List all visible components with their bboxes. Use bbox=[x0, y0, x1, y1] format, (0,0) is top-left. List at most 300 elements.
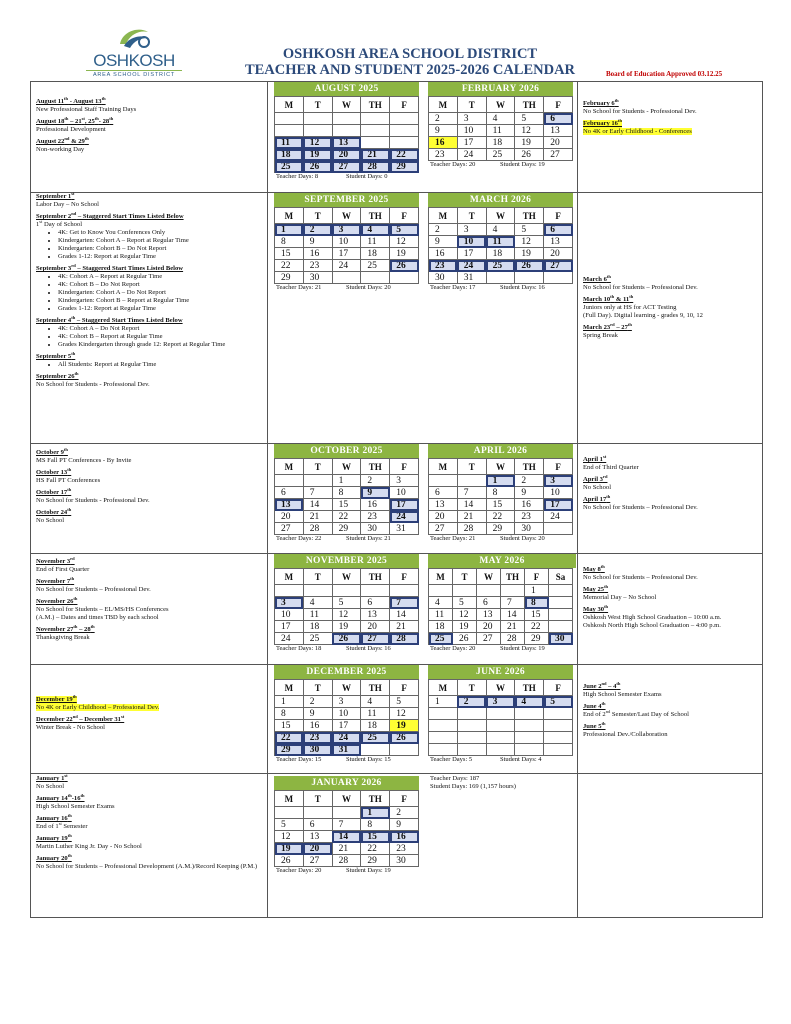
month-day-counts bbox=[274, 173, 419, 181]
day-cell bbox=[501, 585, 525, 597]
month-table bbox=[428, 96, 573, 161]
day-cell: 5 bbox=[544, 696, 573, 708]
day-cell: 24 bbox=[332, 732, 361, 744]
day-cell: 12 bbox=[275, 831, 304, 843]
student-days: Student Days: 21 bbox=[346, 535, 391, 542]
day-cell: 2 bbox=[390, 807, 419, 819]
note-sep-2: September 2nd – Staggered Start Times Listed Below 1st Day of School • 4K: Get to Know You Conferences Only • Kindergarten: Cohort A – Report at Regular Time • Kindergarten: Cohort B – Do Not Report • Grades 1-12: Report at Regular Time bbox=[36, 213, 262, 261]
day-cell: 9 bbox=[361, 487, 390, 499]
month-calendar-april bbox=[428, 444, 573, 543]
weekday-header: W bbox=[332, 569, 361, 585]
column-divider bbox=[267, 82, 268, 917]
day-cell: 11 bbox=[361, 236, 390, 248]
day-cell bbox=[429, 744, 458, 756]
day-cell bbox=[303, 807, 332, 819]
teacher-days: Teacher Days: 20 bbox=[430, 645, 476, 652]
day-cell: 4 bbox=[486, 113, 515, 125]
month-day-counts bbox=[274, 645, 419, 653]
day-cell: 16 bbox=[361, 499, 390, 511]
page-title bbox=[200, 46, 620, 78]
day-cell: 30 bbox=[303, 744, 332, 756]
month-title: SEPTEMBER 2025 bbox=[274, 193, 419, 207]
day-cell: 1 bbox=[525, 585, 549, 597]
weekday-header: W bbox=[332, 680, 361, 696]
day-cell: 31 bbox=[390, 523, 419, 535]
notes-april bbox=[583, 453, 759, 516]
week-row bbox=[275, 831, 419, 843]
day-cell: 16 bbox=[303, 248, 332, 260]
weekday-header: TH bbox=[361, 569, 390, 585]
week-row bbox=[429, 633, 573, 645]
day-cell: 18 bbox=[303, 621, 332, 633]
month-calendar-june bbox=[428, 665, 573, 764]
day-cell: 10 bbox=[332, 708, 361, 720]
day-cell bbox=[515, 744, 544, 756]
day-cell bbox=[361, 585, 390, 597]
day-cell bbox=[429, 475, 458, 487]
day-cell: 11 bbox=[361, 708, 390, 720]
day-cell: 12 bbox=[390, 708, 419, 720]
day-cell: 11 bbox=[429, 609, 453, 621]
month-table bbox=[428, 568, 573, 645]
day-cell: 5 bbox=[453, 597, 477, 609]
day-cell: 13 bbox=[303, 831, 332, 843]
day-cell: 27 bbox=[303, 855, 332, 867]
notes-february bbox=[583, 97, 759, 140]
month-calendar-december bbox=[274, 665, 419, 764]
notes-june bbox=[583, 680, 759, 743]
month-title: FEBRUARY 2026 bbox=[428, 82, 573, 96]
day-cell: 17 bbox=[544, 499, 573, 511]
day-cell: 27 bbox=[361, 633, 390, 645]
day-cell: 27 bbox=[332, 161, 361, 173]
day-cell: 30 bbox=[515, 523, 544, 535]
note-mar-3: March 23rd – 27th Spring Break bbox=[583, 321, 632, 339]
day-cell: 11 bbox=[303, 609, 332, 621]
day-cell: 16 bbox=[303, 720, 332, 732]
weekday-header: W bbox=[486, 208, 515, 224]
day-cell: 3 bbox=[275, 597, 304, 609]
week-row bbox=[275, 475, 419, 487]
week-row bbox=[275, 819, 419, 831]
weekday-header: T bbox=[303, 208, 332, 224]
weekday-header: M bbox=[275, 208, 304, 224]
note-may-2: May 25th Memorial Day – No School bbox=[583, 583, 657, 601]
notes-march bbox=[583, 273, 759, 344]
day-cell bbox=[361, 744, 390, 756]
day-cell bbox=[332, 585, 361, 597]
teacher-days: Teacher Days: 8 bbox=[276, 173, 319, 180]
week-row bbox=[275, 236, 419, 248]
month-table bbox=[274, 790, 419, 867]
day-cell: 18 bbox=[429, 621, 453, 633]
weekday-header: M bbox=[429, 680, 458, 696]
day-cell: 10 bbox=[457, 125, 486, 137]
sep3-list: • 4K: Cohort A – Report at Regular Time • 4K: Cohort B – Do Not Report • Kindergarten: Cohort A – Do Not Report • Kindergarten: Cohort B – Report at Regular Time • Grades 1-12: Report at Regular Time bbox=[36, 273, 262, 313]
day-cell bbox=[361, 125, 390, 137]
day-cell: 5 bbox=[390, 696, 419, 708]
day-cell: 20 bbox=[275, 511, 304, 523]
week-row bbox=[275, 843, 419, 855]
day-cell bbox=[486, 720, 515, 732]
day-cell: 19 bbox=[390, 720, 419, 732]
day-cell: 12 bbox=[332, 609, 361, 621]
day-cell: 11 bbox=[486, 236, 515, 248]
month-table bbox=[428, 207, 573, 284]
student-days: Student Days: 19 bbox=[500, 161, 545, 168]
week-row bbox=[275, 720, 419, 732]
column-divider bbox=[577, 82, 578, 917]
day-cell: 21 bbox=[457, 511, 486, 523]
day-cell: 31 bbox=[457, 272, 486, 284]
day-cell: 21 bbox=[501, 621, 525, 633]
day-cell: 24 bbox=[275, 633, 304, 645]
day-cell: 3 bbox=[544, 475, 573, 487]
day-cell bbox=[486, 744, 515, 756]
day-cell: 25 bbox=[361, 732, 390, 744]
month-title: MAY 2026 bbox=[428, 554, 576, 568]
weekday-header: F bbox=[390, 569, 419, 585]
note-aug-1: August 11th - August 13th New Professional Staff Training Days bbox=[36, 95, 137, 113]
day-cell: 9 bbox=[303, 236, 332, 248]
day-cell: 29 bbox=[486, 523, 515, 535]
weekday-header: M bbox=[275, 97, 304, 113]
day-cell: 22 bbox=[332, 511, 361, 523]
teacher-days: Teacher Days: 20 bbox=[430, 161, 476, 168]
month-table bbox=[274, 207, 419, 284]
week-row bbox=[275, 248, 419, 260]
day-cell: 23 bbox=[515, 511, 544, 523]
weekday-header: T bbox=[303, 791, 332, 807]
day-cell: 4 bbox=[303, 597, 332, 609]
week-row bbox=[275, 260, 419, 272]
student-days: Student Days: 16 bbox=[500, 284, 545, 291]
day-cell: 30 bbox=[429, 272, 458, 284]
approval-note: Board of Education Approved 03.12.25 bbox=[606, 70, 723, 78]
day-cell: 20 bbox=[429, 511, 458, 523]
day-cell: 6 bbox=[303, 819, 332, 831]
day-cell bbox=[332, 272, 361, 284]
month-title: OCTOBER 2025 bbox=[274, 444, 419, 458]
day-cell: 18 bbox=[361, 720, 390, 732]
week-row bbox=[429, 248, 573, 260]
sep4-list: • 4K: Cohort A – Do Not Report • 4K: Cohort B – Report at Regular Time • Grades Kindergarten through grade 12: Report at Regular Time bbox=[36, 325, 262, 349]
week-row bbox=[275, 732, 419, 744]
month-title: APRIL 2026 bbox=[428, 444, 573, 458]
day-cell bbox=[303, 585, 332, 597]
weekday-header: T bbox=[453, 569, 477, 585]
week-row bbox=[429, 585, 573, 597]
teacher-days: Teacher Days: 18 bbox=[276, 645, 322, 652]
day-cell: 15 bbox=[525, 609, 549, 621]
day-cell: 12 bbox=[515, 236, 544, 248]
total-student-days: Student Days: 169 (1,157 hours) bbox=[430, 783, 516, 790]
note-jun-2: June 4th End of 2nd Semester/Last Day of School bbox=[583, 700, 689, 718]
weekday-header: F bbox=[544, 208, 573, 224]
day-cell: 13 bbox=[332, 137, 361, 149]
day-cell bbox=[486, 272, 515, 284]
day-cell: 19 bbox=[515, 248, 544, 260]
note-apr-3: April 17th No School for Students – Professional Dev. bbox=[583, 493, 698, 511]
day-cell: 26 bbox=[453, 633, 477, 645]
day-cell: 12 bbox=[390, 236, 419, 248]
student-days: Student Days: 4 bbox=[500, 756, 542, 763]
weekday-header: M bbox=[429, 97, 458, 113]
day-cell: 19 bbox=[390, 248, 419, 260]
day-cell: 13 bbox=[477, 609, 501, 621]
day-cell: 19 bbox=[332, 621, 361, 633]
weekday-header: M bbox=[275, 680, 304, 696]
month-day-counts bbox=[428, 284, 573, 292]
month-title: MARCH 2026 bbox=[428, 193, 573, 207]
day-cell: 26 bbox=[515, 149, 544, 161]
month-table bbox=[428, 458, 573, 535]
month-day-counts bbox=[428, 161, 573, 169]
day-cell: 28 bbox=[361, 161, 390, 173]
month-calendar-january bbox=[274, 776, 419, 875]
day-cell: 23 bbox=[390, 843, 419, 855]
day-cell: 26 bbox=[303, 161, 332, 173]
week-row bbox=[429, 149, 573, 161]
note-jan-5: January 20th No School for Students – Professional Development (A.M.)/Record Keeping (P.M.) bbox=[36, 852, 258, 870]
day-cell: 30 bbox=[303, 272, 332, 284]
weekday-header: M bbox=[429, 569, 453, 585]
day-cell bbox=[544, 720, 573, 732]
week-row bbox=[429, 113, 573, 125]
day-cell: 6 bbox=[544, 224, 573, 236]
day-cell: 17 bbox=[332, 720, 361, 732]
day-cell: 16 bbox=[429, 248, 458, 260]
month-day-counts bbox=[274, 535, 419, 543]
weekday-header: W bbox=[332, 791, 361, 807]
day-cell: 15 bbox=[275, 248, 304, 260]
day-cell bbox=[361, 272, 390, 284]
day-cell bbox=[390, 585, 419, 597]
note-apr-1: April 1st End of Third Quarter bbox=[583, 453, 639, 471]
day-cell: 8 bbox=[486, 487, 515, 499]
day-cell: 6 bbox=[544, 113, 573, 125]
day-cell: 29 bbox=[275, 744, 304, 756]
day-cell: 23 bbox=[303, 260, 332, 272]
day-cell: 27 bbox=[275, 523, 304, 535]
day-cell: 19 bbox=[275, 843, 304, 855]
day-cell: 22 bbox=[525, 621, 549, 633]
weekday-header: M bbox=[429, 459, 458, 475]
teacher-days: Teacher Days: 5 bbox=[430, 756, 473, 763]
week-row bbox=[275, 224, 419, 236]
teacher-days: Teacher Days: 15 bbox=[276, 756, 322, 763]
day-cell: 15 bbox=[486, 499, 515, 511]
day-cell: 14 bbox=[303, 499, 332, 511]
day-cell: 14 bbox=[390, 609, 419, 621]
month-table bbox=[274, 679, 419, 756]
weekday-header: Sa bbox=[549, 569, 573, 585]
day-cell: 16 bbox=[429, 137, 458, 149]
day-cell: 3 bbox=[486, 696, 515, 708]
weekday-header: T bbox=[303, 680, 332, 696]
day-cell: 26 bbox=[390, 260, 419, 272]
day-cell: 20 bbox=[361, 621, 390, 633]
month-table bbox=[274, 568, 419, 645]
weekday-header: M bbox=[275, 459, 304, 475]
day-cell: 16 bbox=[390, 831, 419, 843]
swirl-logo-icon bbox=[114, 24, 154, 52]
weekday-header: M bbox=[429, 208, 458, 224]
day-cell: 20 bbox=[544, 248, 573, 260]
day-cell bbox=[544, 272, 573, 284]
day-cell: 1 bbox=[361, 807, 390, 819]
day-cell: 9 bbox=[429, 125, 458, 137]
week-row bbox=[275, 125, 419, 137]
day-cell: 24 bbox=[544, 511, 573, 523]
day-cell bbox=[275, 585, 304, 597]
day-cell: 9 bbox=[515, 487, 544, 499]
weekday-header: W bbox=[332, 208, 361, 224]
day-cell: 11 bbox=[486, 125, 515, 137]
week-row bbox=[429, 475, 573, 487]
day-cell bbox=[390, 125, 419, 137]
day-cell: 17 bbox=[457, 248, 486, 260]
student-days: Student Days: 19 bbox=[346, 867, 391, 874]
day-cell: 2 bbox=[457, 696, 486, 708]
day-cell bbox=[515, 732, 544, 744]
week-row bbox=[275, 633, 419, 645]
day-cell: 13 bbox=[361, 609, 390, 621]
week-row bbox=[275, 161, 419, 173]
notes-december bbox=[36, 693, 262, 736]
day-cell: 17 bbox=[457, 137, 486, 149]
day-cell: 14 bbox=[332, 831, 361, 843]
day-cell bbox=[429, 732, 458, 744]
weekday-header: M bbox=[275, 569, 304, 585]
day-cell: 10 bbox=[457, 236, 486, 248]
day-cell: 1 bbox=[275, 224, 304, 236]
day-cell: 4 bbox=[429, 597, 453, 609]
day-cell: 28 bbox=[390, 633, 419, 645]
weekday-header: W bbox=[486, 680, 515, 696]
day-cell: 21 bbox=[303, 511, 332, 523]
note-aug-2: August 18th – 21st, 25th- 28th Professional Development bbox=[36, 115, 114, 133]
week-row bbox=[429, 720, 573, 732]
day-cell: 25 bbox=[275, 161, 304, 173]
logo-subtitle: AREA SCHOOL DISTRICT bbox=[86, 70, 182, 78]
weekday-header: W bbox=[332, 459, 361, 475]
day-cell: 2 bbox=[429, 224, 458, 236]
teacher-days: Teacher Days: 17 bbox=[430, 284, 476, 291]
week-row bbox=[429, 597, 573, 609]
day-cell: 14 bbox=[501, 609, 525, 621]
day-cell: 23 bbox=[429, 149, 458, 161]
weekday-header: TH bbox=[515, 459, 544, 475]
day-cell bbox=[453, 585, 477, 597]
day-cell: 22 bbox=[486, 511, 515, 523]
day-cell: 22 bbox=[275, 260, 304, 272]
day-cell: 25 bbox=[486, 149, 515, 161]
note-dec-2: December 22nd – December 31st Winter Break - No School bbox=[36, 713, 125, 731]
day-cell bbox=[303, 475, 332, 487]
month-title: JANUARY 2026 bbox=[274, 776, 419, 790]
day-cell: 19 bbox=[453, 621, 477, 633]
weekday-header: F bbox=[390, 459, 419, 475]
day-cell: 8 bbox=[275, 708, 304, 720]
day-cell: 29 bbox=[275, 272, 304, 284]
day-cell: 9 bbox=[390, 819, 419, 831]
week-row bbox=[429, 609, 573, 621]
day-cell: 20 bbox=[544, 137, 573, 149]
day-cell bbox=[544, 744, 573, 756]
day-cell: 25 bbox=[429, 633, 453, 645]
day-cell bbox=[549, 597, 573, 609]
day-cell: 2 bbox=[303, 224, 332, 236]
day-cell bbox=[390, 113, 419, 125]
title-line-2: TEACHER AND STUDENT 2025-2026 CALENDAR bbox=[244, 62, 576, 78]
note-feb-1: February 6th No School for Students - Professional Dev. bbox=[583, 97, 697, 115]
note-jan-1: January 1st No School bbox=[36, 772, 68, 790]
day-cell bbox=[549, 585, 573, 597]
day-cell: 12 bbox=[515, 125, 544, 137]
day-cell: 24 bbox=[457, 260, 486, 272]
note-mar-2: March 10th & 11th Juniors only at HS for ACT Testing (Full Day). Digital learning - grades 9, 10, 12 bbox=[583, 293, 703, 319]
month-calendar-august bbox=[274, 82, 419, 181]
student-days: Student Days: 20 bbox=[500, 535, 545, 542]
weekday-header: T bbox=[457, 459, 486, 475]
logo-name: OSHKOSH bbox=[93, 51, 175, 70]
day-cell bbox=[457, 475, 486, 487]
day-cell: 2 bbox=[429, 113, 458, 125]
note-apr-2: April 3rd No School bbox=[583, 473, 612, 491]
day-cell: 3 bbox=[457, 224, 486, 236]
week-row bbox=[429, 236, 573, 248]
note-jun-3: June 5th Professional Dev./Collaboration bbox=[583, 720, 668, 738]
day-cell: 12 bbox=[453, 609, 477, 621]
sep2-list: • 4K: Get to Know You Conferences Only • Kindergarten: Cohort A – Report at Regular Time • Kindergarten: Cohort B – Do Not Report • Grades 1-12: Report at Regular Time bbox=[36, 229, 262, 261]
week-row bbox=[429, 732, 573, 744]
week-row bbox=[429, 621, 573, 633]
week-row bbox=[275, 511, 419, 523]
month-title: DECEMBER 2025 bbox=[274, 665, 419, 679]
day-cell: 7 bbox=[303, 487, 332, 499]
week-row bbox=[275, 523, 419, 535]
weekday-header: F bbox=[544, 680, 573, 696]
day-cell: 20 bbox=[477, 621, 501, 633]
week-row bbox=[275, 621, 419, 633]
day-cell: 10 bbox=[275, 609, 304, 621]
day-cell: 5 bbox=[275, 819, 304, 831]
day-cell: 28 bbox=[501, 633, 525, 645]
day-cell: 22 bbox=[275, 732, 304, 744]
day-cell: 10 bbox=[390, 487, 419, 499]
day-cell bbox=[390, 272, 419, 284]
day-cell: 7 bbox=[390, 597, 419, 609]
day-cell: 3 bbox=[457, 113, 486, 125]
teacher-days: Teacher Days: 22 bbox=[276, 535, 322, 542]
note-sep-3: September 3rd – Staggered Start Times Listed Below • 4K: Cohort A – Report at Regular Time • 4K: Cohort B – Do Not Report • Kindergarten: Cohort A – Do Not Report • Kindergarten: Cohort B – Report at Regular Time • Grades 1-12: Report at Regular Time bbox=[36, 265, 262, 313]
day-cell: 1 bbox=[429, 696, 458, 708]
note-oct-3: October 17th No School for Students - Professional Dev. bbox=[36, 486, 150, 504]
day-cell bbox=[486, 732, 515, 744]
day-cell: 15 bbox=[361, 831, 390, 843]
teacher-days: Teacher Days: 21 bbox=[276, 284, 322, 291]
notes-january bbox=[36, 772, 262, 875]
day-cell: 6 bbox=[361, 597, 390, 609]
student-days: Student Days: 0 bbox=[346, 173, 388, 180]
weekday-header: TH bbox=[515, 97, 544, 113]
day-cell bbox=[275, 113, 304, 125]
day-cell bbox=[390, 744, 419, 756]
day-cell: 8 bbox=[275, 236, 304, 248]
day-cell bbox=[544, 732, 573, 744]
weekday-header: TH bbox=[361, 680, 390, 696]
